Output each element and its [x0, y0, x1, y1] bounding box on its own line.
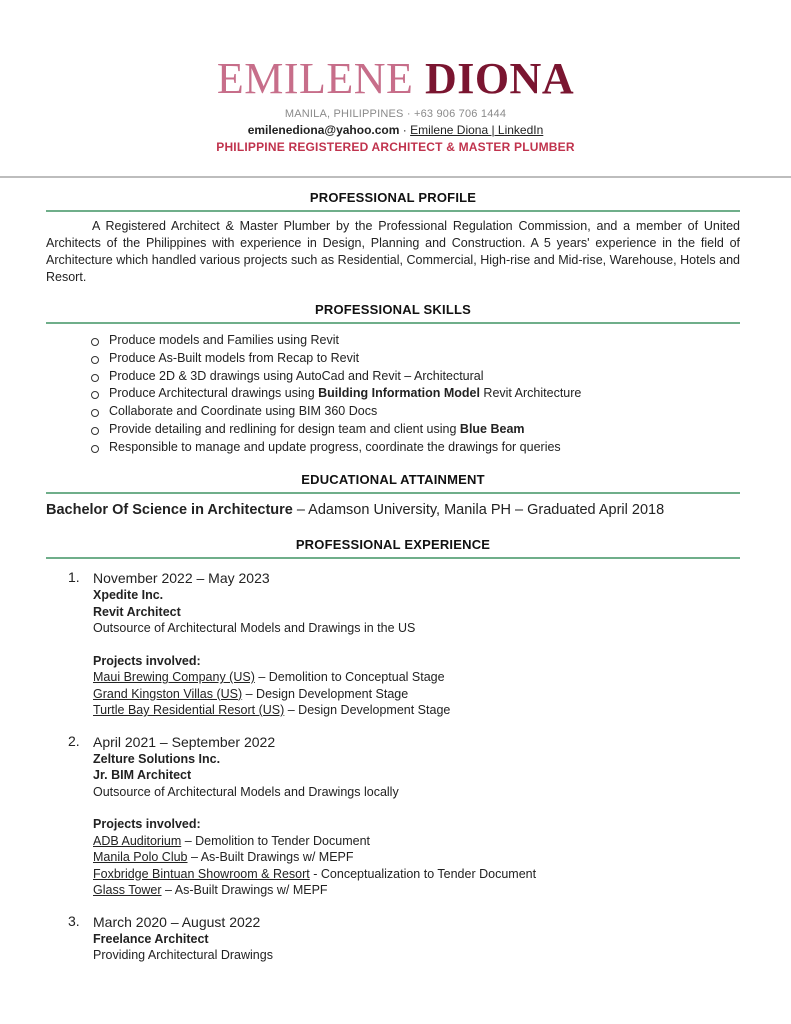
header-divider: [0, 176, 791, 178]
linkedin-link[interactable]: Emilene Diona | LinkedIn: [410, 123, 544, 137]
job-number: 3.: [68, 912, 80, 929]
project-name: Glass Tower: [93, 883, 162, 897]
skills-list: [46, 332, 740, 457]
job-dates: April 2021 – September 2022: [93, 733, 276, 750]
job-entry: [46, 733, 740, 899]
first-name: EMILENE: [216, 54, 414, 103]
skill-item: Produce As-Built models from Recap to Revit: [90, 350, 740, 368]
job-description: Providing Architectural Drawings: [93, 948, 273, 962]
job-entry: [46, 913, 740, 964]
projects-heading: Projects involved:: [93, 817, 201, 831]
skill-item: Collaborate and Coordinate using BIM 360 Docs: [90, 403, 740, 421]
candidate-name: [0, 52, 791, 106]
project-item: Foxbridge Bintuan Showroom & Resort - Conceptualization to Tender Document: [93, 866, 537, 881]
job-description: Outsource of Architectural Models and Drawings locally: [93, 784, 399, 799]
professional-title: PHILIPPINE REGISTERED ARCHITECT & MASTER PLUMBER: [216, 140, 575, 154]
last-name: DIONA: [424, 54, 575, 103]
job-company: Zelture Solutions Inc.: [93, 751, 221, 766]
skill-item: Produce models and Families using Revit: [90, 332, 740, 350]
project-item: Glass Tower – As-Built Drawings w/ MEPF: [93, 883, 328, 897]
job-number: 1.: [68, 569, 80, 585]
projects-heading: Projects involved:: [93, 653, 201, 668]
skills-section: [46, 302, 740, 457]
project-item: Grand Kingston Villas (US) – Design Development Stage: [93, 686, 409, 701]
job-dates: November 2022 – May 2023: [93, 570, 270, 586]
section-heading-experience: PROFESSIONAL EXPERIENCE: [46, 537, 740, 559]
job-description: Outsource of Architectural Models and Drawings in the US: [93, 621, 416, 635]
resume-header: [0, 0, 791, 154]
project-item: Turtle Bay Residential Resort (US) – Design Development Stage: [93, 703, 451, 717]
job-role: Freelance Architect: [93, 931, 209, 946]
separator: ·: [399, 123, 411, 137]
job-dates: March 2020 – August 2022: [93, 913, 261, 930]
job-role: Revit Architect: [93, 604, 181, 619]
project-name: Manila Polo Club: [93, 850, 188, 864]
project-item: ADB Auditorium – Demolition to Tender Document: [93, 833, 370, 848]
education-detail: – Adamson University, Manila PH – Graduated April 2018: [292, 502, 665, 518]
email-line: [0, 123, 791, 137]
job-company: Xpedite Inc.: [93, 588, 164, 602]
section-heading-profile: PROFESSIONAL PROFILE: [46, 190, 740, 212]
project-name: Grand Kingston Villas (US): [93, 686, 243, 701]
section-heading-skills: PROFESSIONAL SKILLS: [46, 302, 740, 324]
education-section: [46, 472, 740, 518]
project-name: Maui Brewing Company (US): [93, 670, 255, 684]
job-entry: [46, 569, 740, 719]
skill-item: Produce Architectural drawings using Building Information Model Revit Architecture: [90, 385, 740, 403]
contact-line: MANILA, PHILIPPINES · +63 906 706 1444: [284, 108, 507, 120]
job-number: 2.: [68, 732, 80, 749]
project-name: ADB Auditorium: [93, 833, 182, 848]
education-entry: [46, 502, 740, 518]
profile-section: [46, 190, 740, 286]
skill-item: Responsible to manage and update progress, coordinate the drawings for queries: [90, 439, 740, 457]
degree: Bachelor Of Science in Architecture: [46, 502, 293, 518]
skill-item: Provide detailing and redlining for design team and client using Blue Beam: [90, 421, 740, 439]
profile-text: A Registered Architect & Master Plumber by the Professional Regulation Commission, and a member of United Architects of the Philippines with experience in Design, Planning and Construction. A 5 years' experience in the field of Architecture which handled various projects such as Residential, Commercial, High-rise and Mid-rise, Warehouse, Hotels and Resort.: [46, 219, 740, 284]
project-item: Manila Polo Club – As-Built Drawings w/ MEPF: [93, 850, 354, 864]
project-item: Maui Brewing Company (US) – Demolition to Conceptual Stage: [93, 670, 445, 684]
project-name: Foxbridge Bintuan Showroom & Resort: [93, 866, 310, 881]
experience-list: [46, 569, 740, 964]
project-name: Turtle Bay Residential Resort (US): [93, 703, 285, 717]
section-heading-education: EDUCATIONAL ATTAINMENT: [46, 472, 740, 494]
job-role: Jr. BIM Architect: [93, 768, 192, 782]
skill-item: Produce 2D & 3D drawings using AutoCad and Revit – Architectural: [90, 368, 740, 386]
email-address[interactable]: emilenediona@yahoo.com: [247, 123, 400, 137]
experience-section: [46, 537, 740, 964]
